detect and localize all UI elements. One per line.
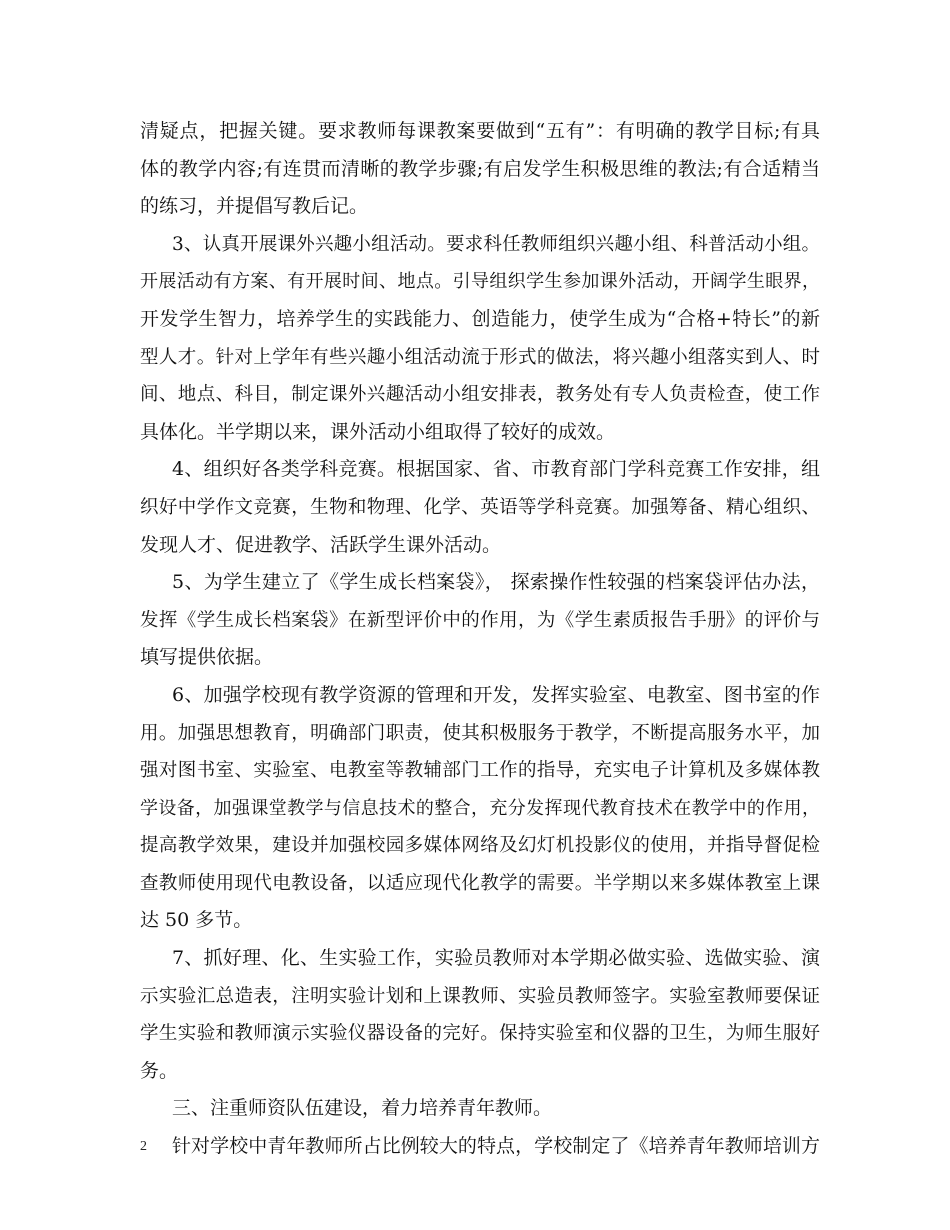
text-line: 开发学生智力，培养学生的实践能力、创造能力，使学生成为“合格+特长”的新 xyxy=(140,307,820,330)
text-line: 6、加强学校现有教学资源的管理和开发，发挥实验室、电教室、图书室的作 xyxy=(172,683,820,706)
text-line: 间、地点、科目，制定课外兴趣活动小组安排表，教务处有专人负责检查，使工作 xyxy=(140,384,820,406)
text-line: 体的教学内容;有连贯而清晰的教学步骤;有启发学生积极思维的教法;有合适精当 xyxy=(140,157,820,180)
text-line: 的练习，并提倡写教后记。 xyxy=(140,195,369,218)
text-line: 4、组织好各类学科竞赛。根据国家、省、市教育部门学科竞赛工作安排，组 xyxy=(172,458,820,481)
body-text xyxy=(140,113,820,1166)
text-line: 织好中学作文竞赛，生物和物理、化学、英语等学科竞赛。加强筹备、精心组织、 xyxy=(140,496,820,518)
text-line: 填写提供依据。 xyxy=(140,646,274,669)
text-line: 学设备，加强课堂教学与信息技术的整合，充分发挥现代教育技术在教学中的作用， xyxy=(140,797,820,819)
text-line: 3、认真开展课外兴趣小组活动。要求科任教师组织兴趣小组、科普活动小组。 xyxy=(172,233,820,255)
text-line: 学生实验和教师演示实验仪器设备的完好。保持实验室和仪器的卫生，为师生服好 xyxy=(140,1023,820,1045)
text-line: 达 50 多节。 xyxy=(140,909,253,932)
text-line: 5、为学生建立了《学生成长档案袋》， 探索操作性较强的档案袋评估办法， xyxy=(172,571,820,594)
text-line: 用。加强思想教育，明确部门职责，使其积极服务于教学，不断提高服务水平，加 xyxy=(140,722,820,744)
text-line: 发现人才、促进教学、活跃学生课外活动。 xyxy=(140,533,502,556)
text-line: 开展活动有方案、有开展时间、地点。引导组织学生参加课外活动，开阔学生眼界， xyxy=(140,271,820,293)
text-line: 强对图书室、实验室、电教室等教辅部门工作的指导，充实电子计算机及多媒体教 xyxy=(140,760,820,782)
text-line: 提高教学效果，建设并加强校园多媒体网络及幻灯机投影仪的使用，并指导督促检 xyxy=(140,835,820,857)
text-line: 务。 xyxy=(140,1059,179,1082)
text-line: 清疑点，把握关键。要求教师每课教案要做到“五有”：有明确的教学目标;有具 xyxy=(140,120,820,142)
text-line: 具体化。半学期以来，课外活动小组取得了较好的成效。 xyxy=(140,420,616,443)
text-line: 针对学校中青年教师所占比例较大的特点，学校制定了《培养青年教师培训方 xyxy=(172,1135,820,1158)
text-line: 示实验汇总造表，注明实验计划和上课教师、实验员教师签字。实验室教师要保证 xyxy=(140,985,820,1007)
text-line: 7、抓好理、化、生实验工作，实验员教师对本学期必做实验、选做实验、演 xyxy=(172,947,820,970)
text-line: 型人才。针对上学年有些兴趣小组活动流于形式的做法，将兴趣小组落实到人、时 xyxy=(140,346,820,368)
text-line: 发挥《学生成长档案袋》在新型评价中的作用，为《学生素质报告手册》的评价与 xyxy=(140,609,820,631)
text-line: 查教师使用现代电教设备，以适应现代化教学的需要。半学期以来多媒体教室上课 xyxy=(140,872,820,894)
page-number: 2 xyxy=(140,1139,147,1154)
text-line: 三、注重师资队伍建设，着力培养青年教师。 xyxy=(172,1097,553,1120)
